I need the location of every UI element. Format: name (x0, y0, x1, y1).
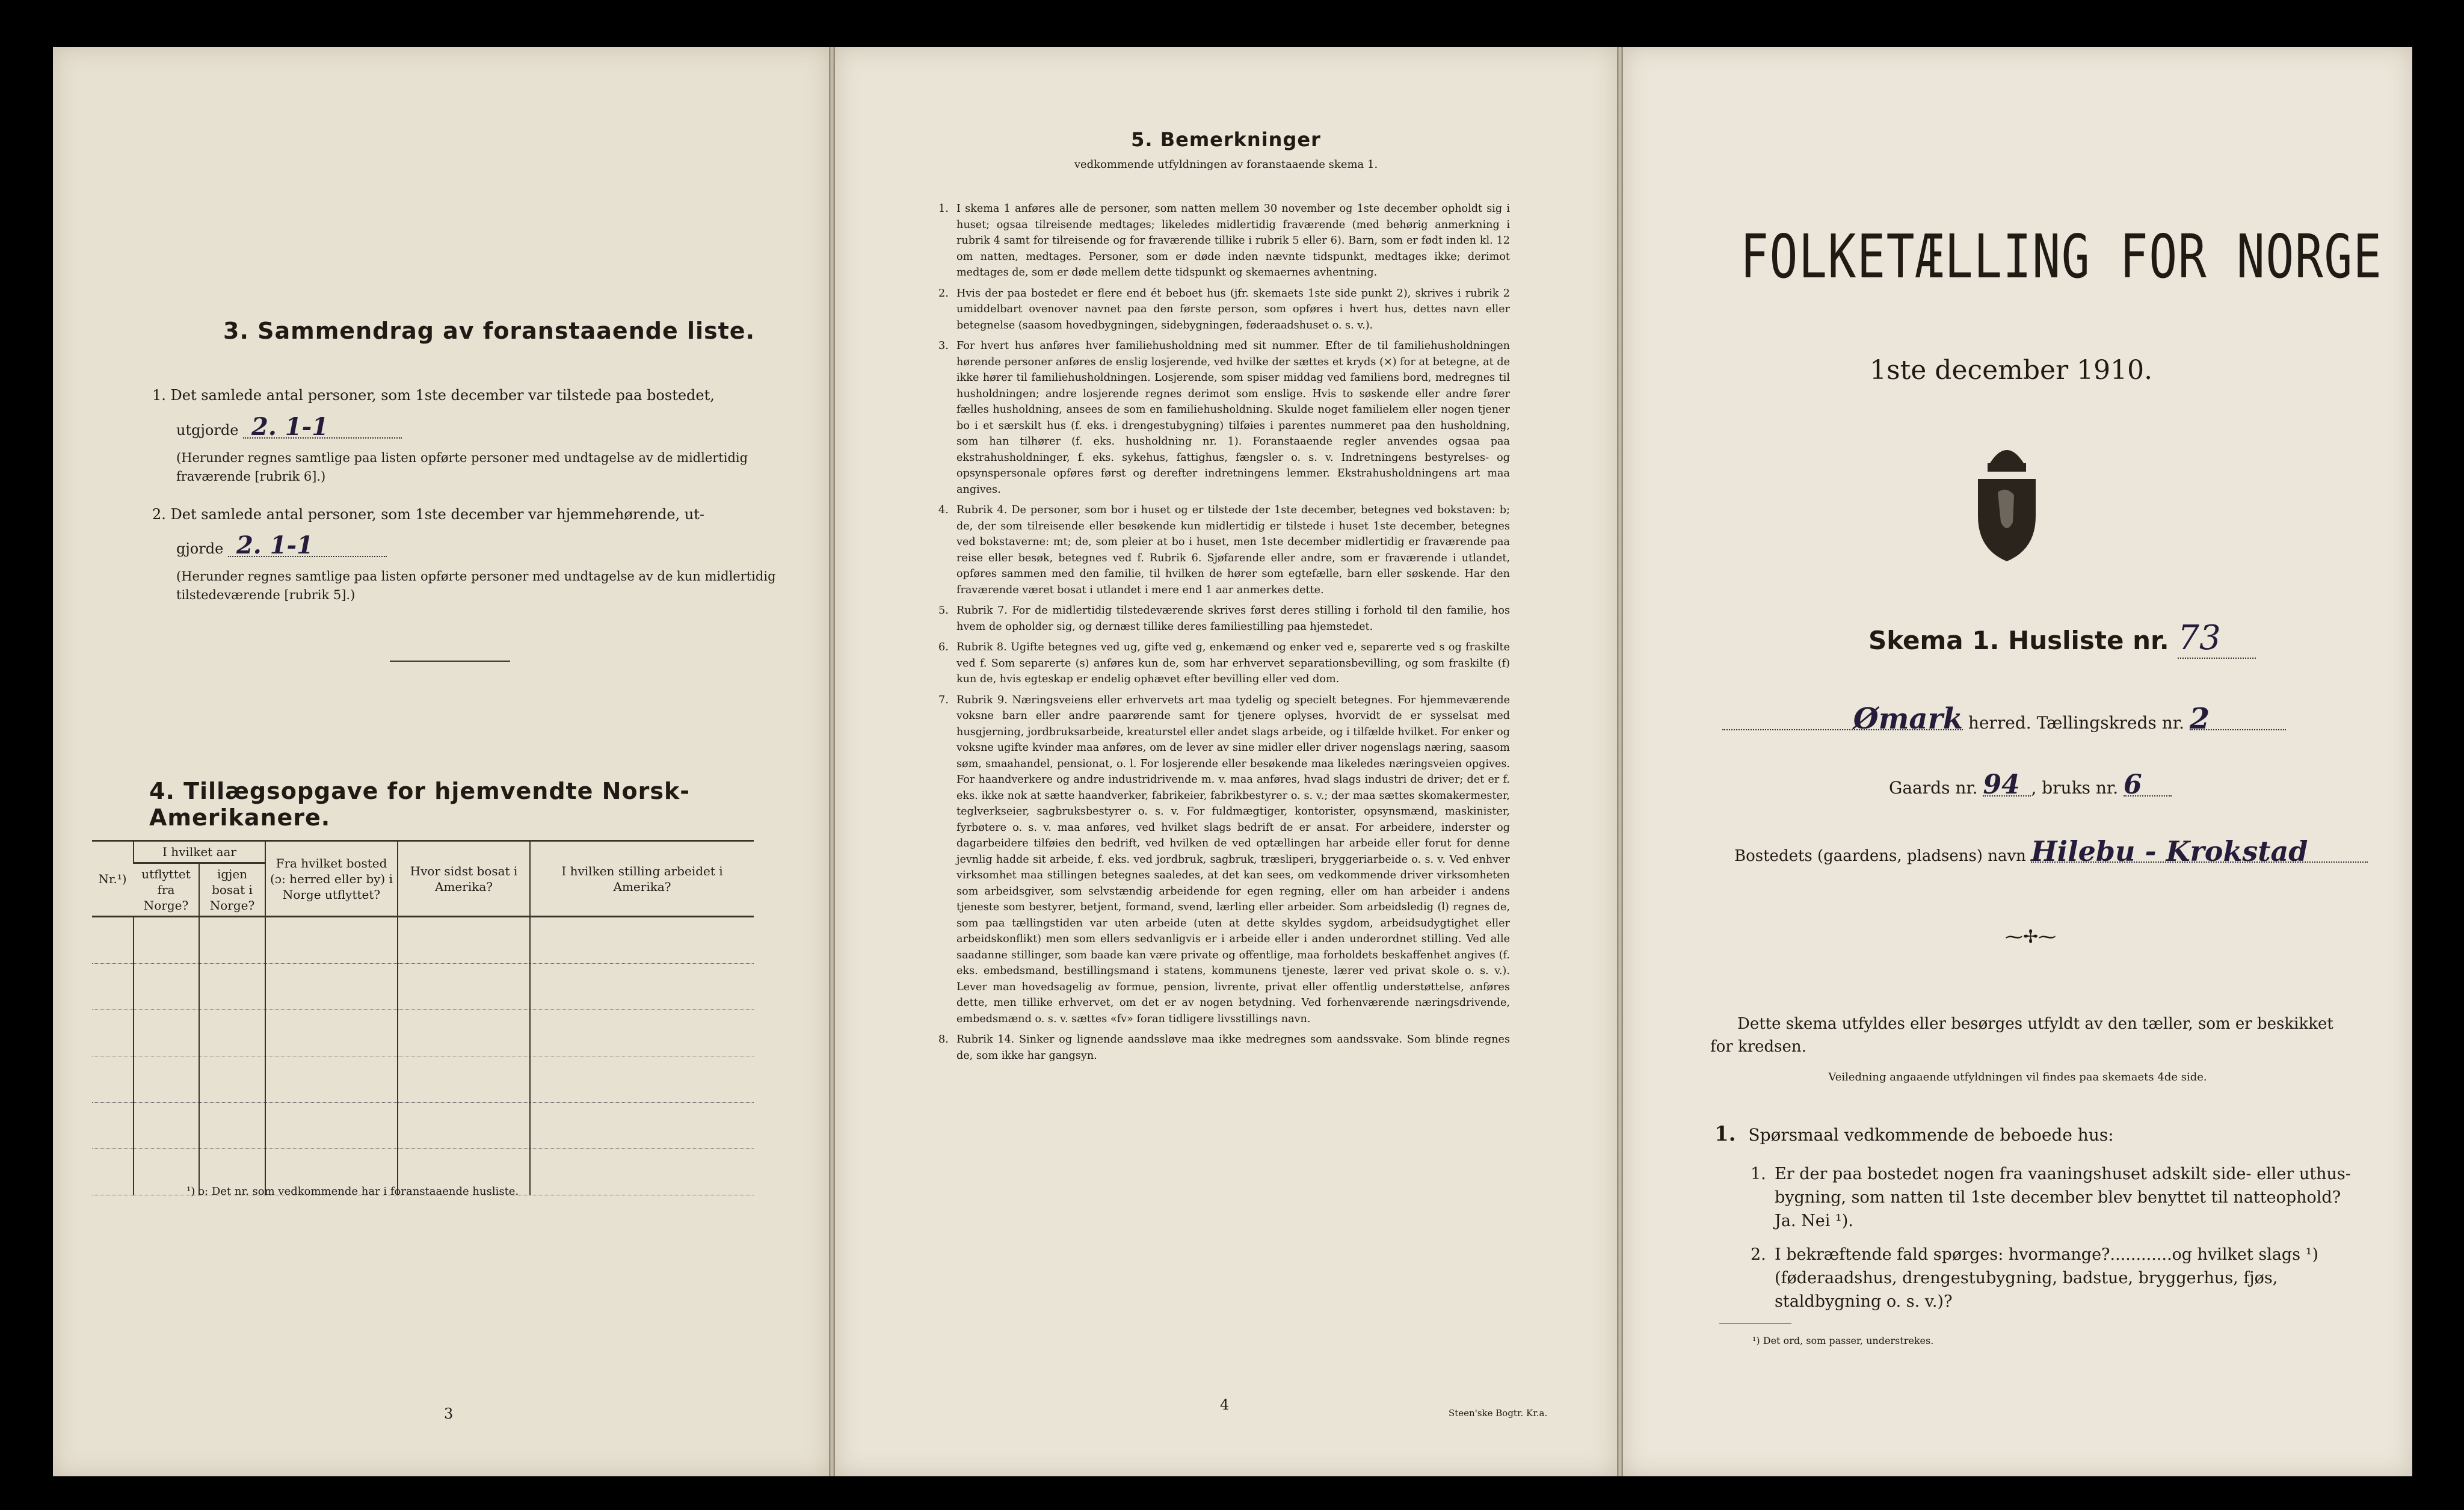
table-cell (199, 964, 265, 1010)
table-row (92, 1056, 754, 1103)
remark-text: For hvert hus anføres hver familiehusholdning med sit nummer. Efter de til familiehusholdningen hørende personer anføres de enslig losjerende, ved hvilke der sættes et kryds (×) for at betegne, at de ikke hører til familiehusholdningen. Losjerende, som spiser middag ved familiens bord, medregnes til husholdningen; andre losjerende regnes derimot som enslige. Hvis to søskende eller andre fører fælles husholdning, ansees de som en familiehusholdning. Skulde noget familielem eller nogen tjener bo i et særskilt hus (f. eks. i drengestubygning) tilføies i parentes nummeret paa den husholdning, som han tilhører (f. eks. husholdning nr. 1). Foranstaaende regler anvendes ogsaa paa ekstrahusholdninger, f. eks. sykehus, fattighus, fængsler o. s. v. Indretningens bestyrelses- og opsynspersonale opføres først og derefter indretningens lemmer. Ekstrahusholdningens art maa angives. (956, 340, 1510, 496)
table-cell (530, 917, 754, 964)
cover-footnote: ¹) Det ord, som passer, understrekes. (1752, 1335, 1934, 1346)
remark-text: Rubrik 4. De personer, som bor i huset og er tilstede der 1ste december, betegnes ved bokstaven: b; de, der som tilreisende eller besøkende kun midlertidig er tilstede i huset 1ste december, betegnes ved bokstaverne: mt; de, som pleier at bo i huset, men 1ste december midlertidig er fraværende paa reise eller besøk, betegnes ved f. Rubrik 6. Sjøfarende eller andre, som er fraværende i utlandet, opføres sammen med den familie, til hvilken de hører som egtefælle, barn eller søskende. Har den fraværende været bosat i utlandet i mere end 1 aar anmerkes dette. (956, 504, 1510, 596)
remark-number: 8. (938, 1034, 949, 1046)
schema-label: Skema 1. Husliste nr. (1868, 626, 2169, 655)
intro-note: Veiledning angaaende utfyldningen vil findes paa skemaets 4de side. (1828, 1071, 2207, 1083)
remark-number: 2. (938, 287, 949, 300)
table-cell (92, 1149, 134, 1195)
col-from-place: Fra hvilket bosted (ɔ: herred eller by) i Norge utflyttet? (265, 841, 398, 917)
remark-text: Rubrik 7. For de midlertidig tilstedeværende skrives først deres stilling i forhold til den familie, hos hvem de opholder sig, og dernæst tillike deres familiestilling paa hjemstedet. (956, 605, 1510, 633)
table-cell (265, 1056, 398, 1103)
question-1: Er der paa bostedet nogen fra vaaningshuset adskilt side- eller uthus-bygning, som natten til 1ste december blev benyttet til natteophold? Ja. Nei ¹). (1775, 1165, 2351, 1230)
divider (390, 661, 510, 662)
page-4-remarks (835, 47, 1617, 1476)
remark-number: 4. (938, 504, 949, 516)
table-cell (265, 964, 398, 1010)
questions-number: 1. (1714, 1122, 1736, 1146)
herred-value: Ømark (1722, 709, 1963, 730)
q1-prefix: utgjorde (176, 422, 239, 439)
remark-item (938, 502, 1510, 598)
table-cell (199, 917, 265, 964)
table-cell (92, 917, 134, 964)
census-title: FOLKETÆLLING FOR NORGE (1740, 221, 2383, 292)
bruks-value: 6 (2124, 775, 2172, 797)
remark-item (938, 338, 1510, 498)
table-cell (265, 1010, 398, 1056)
q2-note: (Herunder regnes samtlige paa listen opførte personer med undtagelse av de kun midlertidig tilstedeværende [rubrik 5].) (176, 569, 776, 602)
table-footnote: ¹) ɔ: Det nr. som vedkommende har i foranstaaende husliste. (186, 1185, 519, 1198)
col-returned: igjen bosat i Norge? (199, 863, 265, 917)
remark-item (938, 603, 1510, 635)
table-cell (92, 1103, 134, 1149)
gaards-value: 94 (1983, 775, 2031, 797)
remarks-title: 5. Bemerkninger (1131, 128, 1321, 151)
table-cell (92, 964, 134, 1010)
table-cell (134, 1010, 199, 1056)
fold-line (829, 47, 835, 1476)
remark-item (938, 639, 1510, 688)
remark-text: Hvis der paa bostedet er flere end ét beboet hus (jfr. skemaets 1ste side punkt 2), skrives i rubrik 2 umiddelbart ovenover navnet paa den første person, som opføres i hvert hus, dettes navn eller betegnelse (saasom hovedbygningen, sidebygningen, føderaadshuset o. s. v.). (956, 287, 1510, 331)
page-number: 4 (1220, 1396, 1230, 1413)
table-cell (398, 917, 530, 964)
bosted-label: Bostedets (gaardens, pladsens) navn (1734, 847, 2026, 865)
table-cell (398, 1103, 530, 1149)
q1-note: (Herunder regnes samtlige paa listen opførte personer med undtagelse av de midlertidig fraværende [rubrik 6].) (176, 451, 748, 484)
coat-of-arms-icon (1971, 432, 2043, 564)
table-cell (530, 1010, 754, 1056)
q1-value: 2. 1-1 (243, 417, 402, 439)
col-emigrated: utflyttet fra Norge? (134, 863, 199, 917)
table-cell (134, 964, 199, 1010)
remark-number: 1. (938, 203, 949, 215)
table-cell (530, 1056, 754, 1103)
table-cell (265, 1103, 398, 1149)
remark-text: Rubrik 8. Ugifte betegnes ved ug, gifte ved g, enkemænd og enker ved e, separerte ved s og fraskilte ved f. Som separerte (s) anføres kun de, som har erhvervet separationsbevilling, og som fraskilte (f) kun de, hvis egteskap er endelig ophævet efter bevilling eller ved dom. (956, 641, 1510, 685)
table-row (92, 1103, 754, 1149)
table-row (92, 1010, 754, 1056)
remark-text: Rubrik 9. Næringsveiens eller erhvervets art maa tydelig og specielt betegnes. For hjemmeværende voksne barn eller andre paarørende samt for tjenere oplyses, hvorvidt de er sysselsat med husgjerning, jordbruksarbeide, kreaturstel eller andet slags arbeide, og i tilfælde hvilket. For enker og voksne ugifte kvinder maa anføres, om de lever av sine midler eller driver nogenslags næring, saasom søm, smaahandel, pensionat, o. l. For losjerende eller besøkende maa likeledes næringsveien opgives. For haandverkere og andre industridrivende m. v. maa anføres, hvad slags industri de driver; det er f. eks. ikke nok at sætte haandverker, fabrikeier, fabrikbestyrer o. s. v.; der maa sættes skomakermester, teglverkseier, sagbruksbestyrer o. s. v. For fuldmægtiger, kontorister, opsynsmænd, maskinister, fyrbøtere o. s. v. maa anføres, ved hvilket slags bedrift de er ansat. For arbeidere, inderster og dagarbeidere tilføies den bedrift, ved hvilken de ved optællingen har arbeide eller forut for denne jevnlig hadde sit arbeide, f. eks. ved jordbruk, sagbruk, træsliperi, bryggeriarbeide o. s. v. Ved enhver virksomhet maa stillingen betegnes saaledes, at det kan sees, om vedkommende driver virksomheten som arbeidsgiver, som selvstændig arbeidende for egen regning, eller om han arbeider i andens tjeneste som bestyrer, betjent, formand, svend, lærling eller arbeider. Som arbeidsledig (l) regnes de, som paa tællingstiden var uten arbeide (uten at dette skyldes sygdom, arbeidsudygtighet eller arbeidskonflikt) men som ellers sedvanligvis er i arbeide eller i anden underordnet stilling. Ved alle saadanne stillinger, som baade kan være private og offentlige, maa forholdets beskaffenhet angives (f. eks. embedsmand, bestillingsmand i statens, kommunens tjeneste, lærer ved privat skole o. s. v.). Lever man hovedsagelig av formue, pension, livrente, privat eller offentlig understøttelse, anføres dette, men tillike erhvervet, om det er av nogen betydning. Ved forhenværende næringsdrivende, embedsmænd o. s. v. sættes «fv» foran tidligere livsstillings navn. (956, 694, 1510, 1025)
table-row (92, 917, 754, 964)
col-nr: Nr.¹) (92, 841, 134, 917)
page-1-cover: FOLKETÆLLING FOR NORGE 1ste december 1910. Skema 1. Husliste nr. 73 Ømark herred. Tællingskreds nr. 2 Gaards nr. 94 , bruks nr. 6 Bostedets (gaardens, pladsens) navn Hilebu - Krokstad ⁓✢⁓ Dette skema utfyldes eller besørges utfyldt av den tæller, som er beskikket for kredsen. Veiledning angaaende utfyldningen vil findes paa skemaets 4de side. 1. Spørsmaal vedkommende de beboede hus: 1. Er der paa bostedet nogen fra vaaningshuset adskilt side- eller uthus-bygning, som natten til 1ste december blev benyttet til natteophold? Ja. Nei ¹). 2. I bekræftende fald spørges: hvormange?............og hvilket slags ¹) (føderaadshus, drengestubygning, badstue, bryggerhus, fjøs, staldbygning o. s. v.)? ¹) Det ord, som passer, understrekes. (1623, 47, 2412, 1476)
table-cell (92, 1056, 134, 1103)
remark-text: Rubrik 14. Sinker og lignende aandssløve maa ikke medregnes som aandssvake. Som blinde regnes de, som ikke har gangsyn. (956, 1034, 1510, 1062)
remark-item (938, 286, 1510, 334)
table-cell (530, 1149, 754, 1195)
remark-number: 5. (938, 605, 949, 617)
husliste-number: 73 (2178, 618, 2256, 659)
table-cell (199, 1103, 265, 1149)
table-cell (530, 964, 754, 1010)
table-cell (134, 1103, 199, 1149)
kreds-value: 2 (2190, 709, 2286, 730)
printer-mark: Steen'ske Bogtr. Kr.a. (1449, 1408, 1548, 1419)
remark-item (938, 201, 1510, 281)
table-cell (398, 1056, 530, 1103)
bruks-label: , bruks nr. (2031, 778, 2119, 798)
census-date: 1ste december 1910. (1870, 355, 2153, 386)
remarks-list (938, 201, 1510, 1068)
table-cell (199, 1010, 265, 1056)
summary-question-2: 2. Det samlede antal personer, som 1ste december var hjemmehørende, ut- (152, 506, 704, 523)
page-number: 3 (444, 1405, 454, 1422)
remark-text: I skema 1 anføres alle de personer, som natten mellem 30 november og 1ste december opholdt sig i huset; ogsaa tilreisende medtages; likeledes midlertidig fraværende (med behørig anmerkning i rubrik 4 samt for tilreisende og for fraværende tillike i rubrik 5 eller 6). Barn, som er født inden kl. 12 om natten, medtages. Personer, som er døde inden nævnte tidspunkt, medtages ikke; derimot medtages de, som er døde mellem dette tidspunkt og skemaernes avhentning. (956, 203, 1510, 279)
questions-header: Spørsmaal vedkommende de beboede hus: (1748, 1125, 2114, 1145)
table-cell (199, 1056, 265, 1103)
table-cell (134, 917, 199, 964)
ornament-icon: ⁓✢⁓ (2005, 926, 2057, 948)
bosted-value: Hilebu - Krokstad (2031, 841, 2368, 863)
q2-prefix: gjorde (176, 540, 224, 557)
q2-value: 2. 1-1 (228, 535, 387, 557)
summary-question-1: 1. Det samlede antal personer, som 1ste december var tilstede paa bostedet, (152, 387, 715, 404)
americans-table (92, 840, 754, 1195)
table-cell (134, 1056, 199, 1103)
remark-item (938, 692, 1510, 1028)
section-4-title: 4. Tillægsopgave for hjemvendte Norsk-Amerikanere. (149, 778, 690, 831)
question-2: I bekræftende fald spørges: hvormange?............og hvilket slags ¹) (føderaadshus, drengestubygning, badstue, bryggerhus, fjøs, staldbygning o. s. v.)? (1775, 1245, 2318, 1311)
intro-text: Dette skema utfyldes eller besørges utfyldt av den tæller, som er beskikket for kredsen. (1710, 1015, 2333, 1056)
gaards-label: Gaards nr. (1889, 778, 1978, 798)
col-last-america: Hvor sidst bosat i Amerika? (398, 841, 530, 917)
section-3-title: 3. Sammendrag av foranstaaende liste. (223, 318, 756, 344)
col-group-year: I hvilket aar (134, 841, 265, 863)
table-row (92, 964, 754, 1010)
table-cell (530, 1103, 754, 1149)
remark-number: 3. (938, 340, 949, 352)
remarks-subtitle: vedkommende utfyldningen av foranstaaende skema 1. (1074, 158, 1378, 171)
remark-item (938, 1032, 1510, 1064)
remark-number: 7. (938, 694, 949, 706)
herred-label: herred. Tællingskreds nr. (1968, 713, 2184, 733)
table-cell (398, 1010, 530, 1056)
fold-line (1617, 47, 1623, 1476)
table-cell (92, 1010, 134, 1056)
col-occupation: I hvilken stilling arbeidet i Amerika? (530, 841, 754, 917)
table-cell (398, 964, 530, 1010)
page-3-summary (53, 47, 829, 1476)
remark-number: 6. (938, 641, 949, 653)
table-cell (265, 917, 398, 964)
